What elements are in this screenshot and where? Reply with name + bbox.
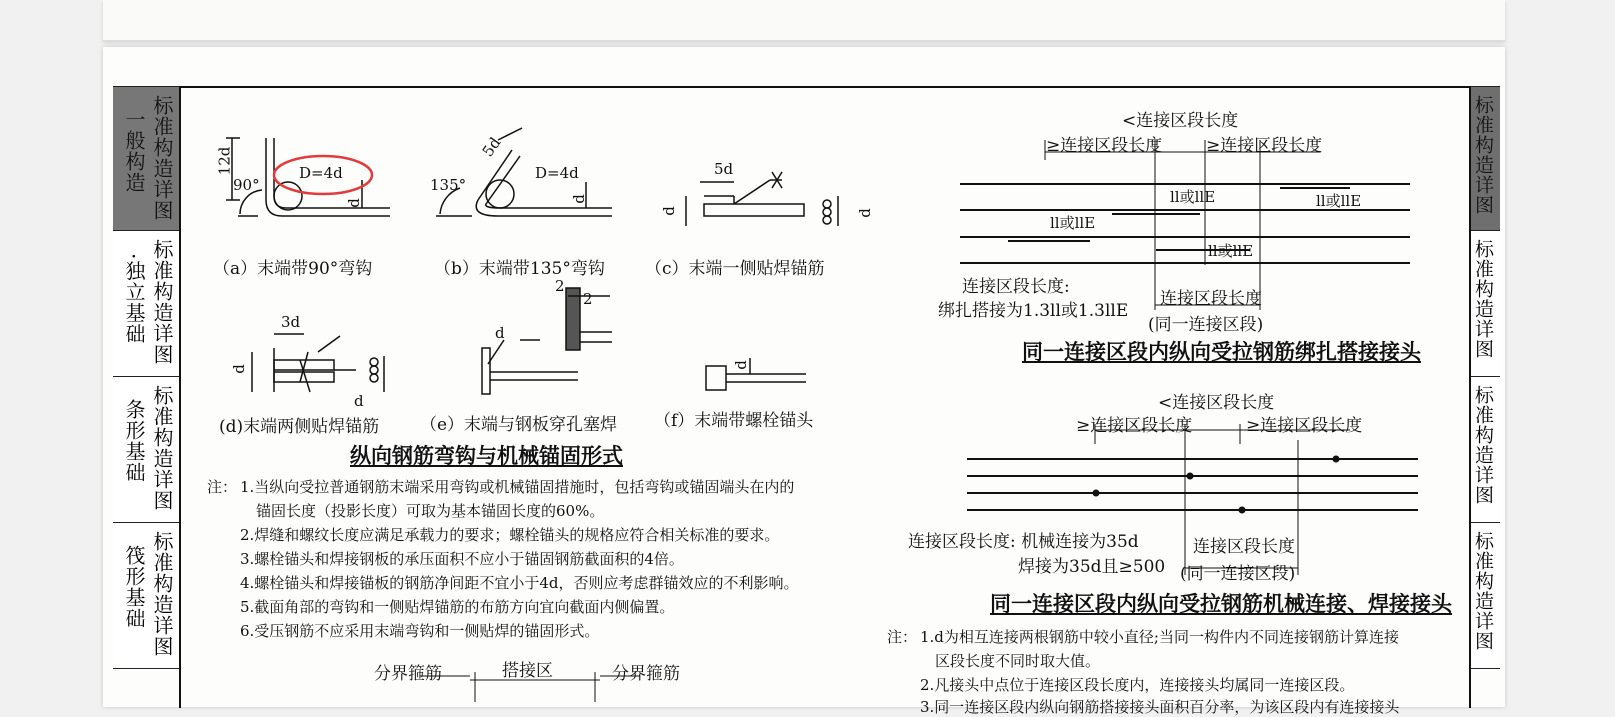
caption-e: （e）末端与钢板穿孔塞焊 [420,415,618,435]
lap-left-text-1: 连接区段长度: [962,277,1070,297]
note-line-6: 6.受压钢筋不应采用末端弯钩和一侧贴焊的锚固形式。 [240,622,600,640]
tab-subtitle: 条形基础 [122,399,146,483]
lap-zone-label: 搭接区 [502,661,553,681]
tab-title: 标准构造详图 [150,95,174,221]
lap-seg-text: 连接区段长度 [1160,289,1262,309]
lap-same-seg: (同一连接区段) [1148,315,1264,335]
caption-f: （f）末端带螺栓锚头 [654,411,814,431]
anchorage-section-title: 纵向钢筋弯钩与机械锚固形式 [350,443,623,468]
dim-d-c2: d [855,208,874,218]
tab-subtitle: ·独立基础 [122,253,146,345]
dim-d4d-a: D=4d [299,164,343,182]
dim-d-b: d [569,194,588,204]
dim-3d: 3d [281,313,301,331]
mech-splice-title: 同一连接区段内纵向受拉钢筋机械连接、焊接接头 [990,591,1452,616]
lap-length-label-4: ll或llE [1208,242,1254,260]
right-note-2: 2.凡接头中点位于连接区段长度内，连接接头均属同一连接区段。 [920,676,1355,694]
dim-d-f: d [731,360,750,370]
caption-d: (d)末端两侧贴焊锚筋 [219,417,380,437]
lap-length-label-3: ll或llE [1050,214,1096,232]
lap-top-label: <连接区段长度 [1122,111,1239,131]
caption-c: （c）末端一侧贴焊锚筋 [645,259,825,279]
right-note-1: 1.d为相互连接两根钢筋中较小直径;当同一构件内不同连接钢筋计算连接 [920,628,1399,646]
boundary-stirrup-right: 分界箍筋 [612,664,680,684]
tab-title: 标准构造详图 [1472,95,1494,215]
note-line-3: 3.螺栓锚头和焊接钢板的承压面积不应小于锚固钢筋截面积的4倍。 [240,550,684,568]
two-side-weld-drawing [252,334,384,392]
lap-left-text-2: 绑扎搭接为1.3ll或1.3llE [938,301,1129,321]
mech-seg-label-2: ≥连接区段长度 [1246,416,1363,436]
lap-length-label-2: ll或llE [1316,192,1362,210]
dim-12d: 12d [215,146,234,176]
mech-same-seg: (同一连接区段) [1180,564,1296,584]
note-line-2: 2.焊缝和螺纹长度应满足承载力的要求；螺栓锚头的规格应符合相关标准的要求。 [240,526,780,544]
right-note-3: 3.同一连接区段内纵向钢筋搭接接头面积百分率，为该区段内有连接接头 [920,698,1400,716]
tab-title: 标准构造详图 [150,531,174,657]
dim-d-c: d [659,206,678,216]
mech-seg-text: 连接区段长度 [1193,537,1295,557]
note-line-1b: 锚固长度（投影长度）可取为基本锚固长度的60%。 [256,502,605,520]
lap-length-label-1: ll或llE [1170,188,1216,206]
note-line-1: 1.当纵向受拉普通钢筋末端采用弯钩或机械锚固措施时，包括弯钩或锚固端头在内的 [240,478,795,496]
note-line-5: 5.截面角部的弯钩和一侧贴焊锚筋的布筋方向宜向截面内侧偏置。 [240,598,675,616]
mechanical-splice-drawing [967,459,1418,510]
dim-135: 135° [430,176,467,194]
bolt-head-drawing [706,358,806,390]
dim-d-e: d [495,324,505,342]
dim-d4d-b: D=4d [535,164,579,182]
tab-title: 标准构造详图 [150,385,174,511]
mech-left-text-2: 焊接为35d且≥500 [1018,557,1166,577]
mech-seg-label-1: ≥连接区段长度 [1076,416,1193,436]
one-side-weld-drawing [686,172,838,226]
tab-title: 标准构造详图 [1472,239,1494,359]
dim-90: 90° [233,176,260,194]
right-notes-prefix: 注： [887,628,918,646]
tab-title: 标准构造详图 [1472,385,1494,505]
tab-title: 标准构造详图 [150,239,174,365]
mech-top-label: <连接区段长度 [1158,393,1275,413]
boundary-stirrup-left: 分界箍筋 [374,664,442,684]
lap-seg-label-2: ≥连接区段长度 [1206,136,1323,156]
tab-subtitle: 筏形基础 [122,545,146,629]
dim-2-e: 2 [555,277,565,295]
notes-prefix: 注： [207,478,238,496]
lap-seg-label-1: ≥连接区段长度 [1046,136,1163,156]
note-line-4: 4.螺栓锚头和焊接锚板的钢筋净间距不宜小于4d，否则应考虑群锚效应的不利影响。 [240,574,799,592]
mech-left-text-1: 连接区段长度: 机械连接为35d [908,532,1139,552]
right-note-1b: 区段长度不同时取大值。 [935,652,1101,670]
dim-5d-b: 5d [478,133,505,161]
tab-title: 标准构造详图 [1472,531,1494,651]
dim-2-e2: 2 [583,290,593,308]
lap-splice-title: 同一连接区段内纵向受拉钢筋绑扎搭接接头 [1022,339,1421,364]
dim-5d-c: 5d [714,160,734,178]
tab-subtitle: 一般构造 [122,109,146,193]
dim-d-a: d [344,198,363,208]
dim-d-d2: d [354,392,364,410]
dim-d-d: d [229,364,248,374]
caption-b: （b）末端带135°弯钩 [434,259,605,279]
caption-a: （a）末端带90°弯钩 [213,259,373,279]
